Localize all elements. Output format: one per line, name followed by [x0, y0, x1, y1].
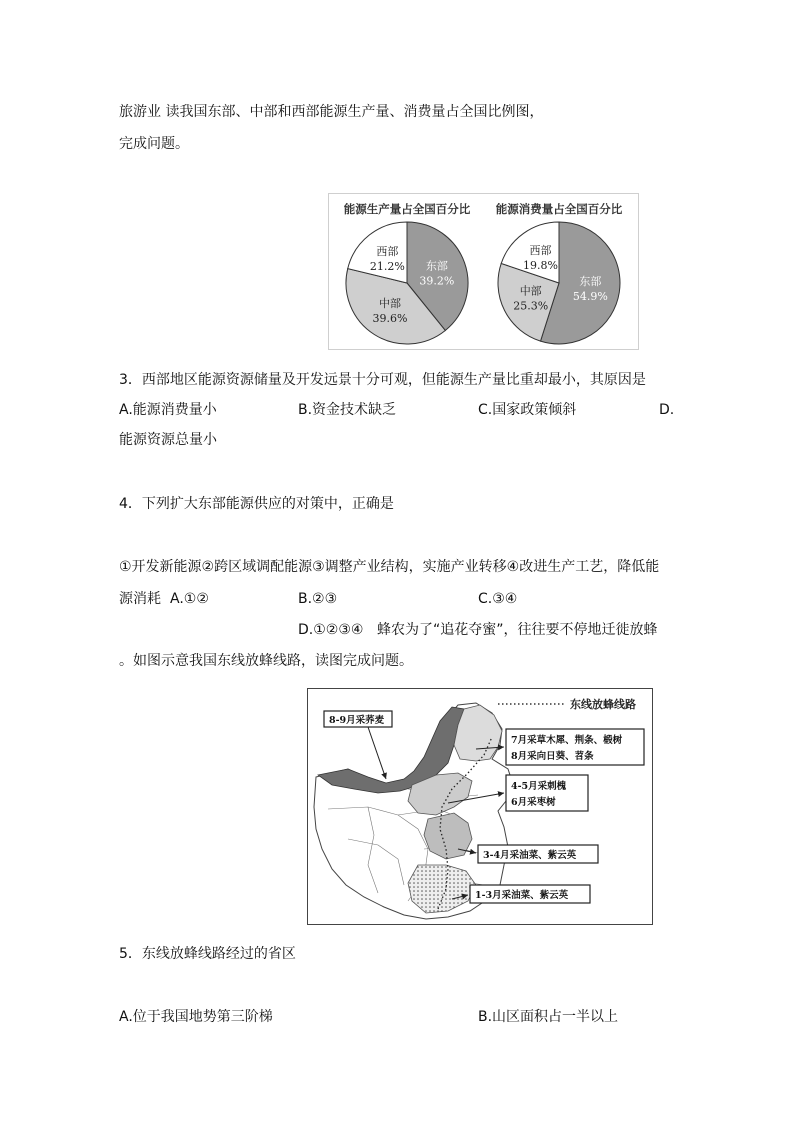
label-box-2-line-2: 8月采向日葵、苕条 [511, 751, 594, 762]
label-box-2-line-1: 7月采草木犀、荆条、椴树 [511, 735, 623, 746]
bee-intro-1: 蜂农为了“追花夺蜜”，往往要不停地迁徙放蜂 [377, 622, 658, 638]
label-box-5 [470, 885, 590, 903]
pie2-slice-1-value: 25.3% [513, 299, 549, 313]
pie1-title: 能源生产量占全国百分比 [343, 202, 471, 216]
pie-charts-svg [329, 194, 638, 349]
bee-route-map-figure [307, 688, 653, 925]
label-box-5-text: 1-3月采油菜、紫云英 [475, 890, 569, 901]
bee-intro-2: 。如图示意我国东线放蜂线路，读图完成问题。 [119, 653, 413, 669]
label-box-4-text: 3-4月采油菜、紫云英 [483, 850, 577, 861]
label-box-3-line-2: 6月采枣树 [511, 797, 556, 808]
q4-items-end: 源消耗 [119, 591, 161, 607]
pie1-slice-1-label: 中部 [379, 296, 402, 310]
pie2-slice-0-value: 54.9% [572, 289, 608, 303]
pie2-slice-0-label: 东部 [579, 274, 602, 288]
q4-items: ①开发新能源②跨区域调配能源③调整产业结构，实施产业转移④改进生产工艺，降低能 [119, 559, 660, 575]
label-box-3 [506, 775, 588, 811]
q3-option-d-label: D. [659, 402, 675, 418]
label-box-2 [506, 729, 644, 765]
legend-label: 东线放蜂线路 [570, 698, 636, 711]
map-svg [308, 689, 652, 924]
q3-option-a: A.能源消费量小 [119, 402, 217, 418]
intro-line-2: 完成问题。 [119, 136, 189, 152]
q4-option-a: A.①② [170, 591, 209, 607]
pie1-slice-2-value: 21.2% [369, 260, 405, 274]
pie2-slice-2-label: 西部 [529, 244, 552, 258]
q3-stem: 3．西部地区能源资源储量及开发远景十分可观，但能源生产量比重却最小，其原因是 [119, 372, 646, 388]
q4-option-c: C.③④ [478, 591, 518, 607]
label-box-1 [324, 711, 392, 727]
q4-option-b: B.②③ [298, 591, 338, 607]
q3-option-d-text: 能源资源总量小 [119, 432, 217, 448]
q5-option-a: A.位于我国地势第三阶梯 [119, 1009, 273, 1025]
pie1-slice-0-label: 东部 [425, 259, 448, 273]
arrow-1 [368, 727, 386, 779]
intro-line-1: 旅游业 读我国东部、中部和西部能源生产量、消费量占全国比例图， [119, 104, 544, 120]
pie1-slice-1-value: 39.6% [372, 311, 408, 325]
label-box-3-line-1: 4-5月采刺槐 [511, 781, 567, 792]
pie1-slice-0-value: 39.2% [419, 274, 455, 288]
q4-option-d: D.①②③④ [298, 622, 364, 638]
pie1 [346, 222, 468, 344]
q5-stem: 5．东线放蜂线路经过的省区 [119, 946, 296, 962]
label-box-4 [478, 845, 598, 863]
q4-stem: 4．下列扩大东部能源供应的对策中，正确是 [119, 496, 394, 512]
q3-option-b: B.资金技术缺乏 [298, 402, 397, 418]
pie2-slice-1-label: 中部 [519, 284, 542, 298]
q5-option-b: B.山区面积占一半以上 [478, 1009, 619, 1025]
pie1-slice-2-label: 西部 [376, 245, 399, 259]
q3-option-c: C.国家政策倾斜 [478, 402, 577, 418]
pie-chart-figure [328, 193, 639, 350]
pie2-title: 能源消费量占全国百分比 [495, 202, 623, 216]
pie2-slice-2-value: 19.8% [523, 259, 558, 273]
label-box-1-text: 8-9月采荞麦 [329, 715, 385, 726]
pie2 [498, 222, 620, 344]
